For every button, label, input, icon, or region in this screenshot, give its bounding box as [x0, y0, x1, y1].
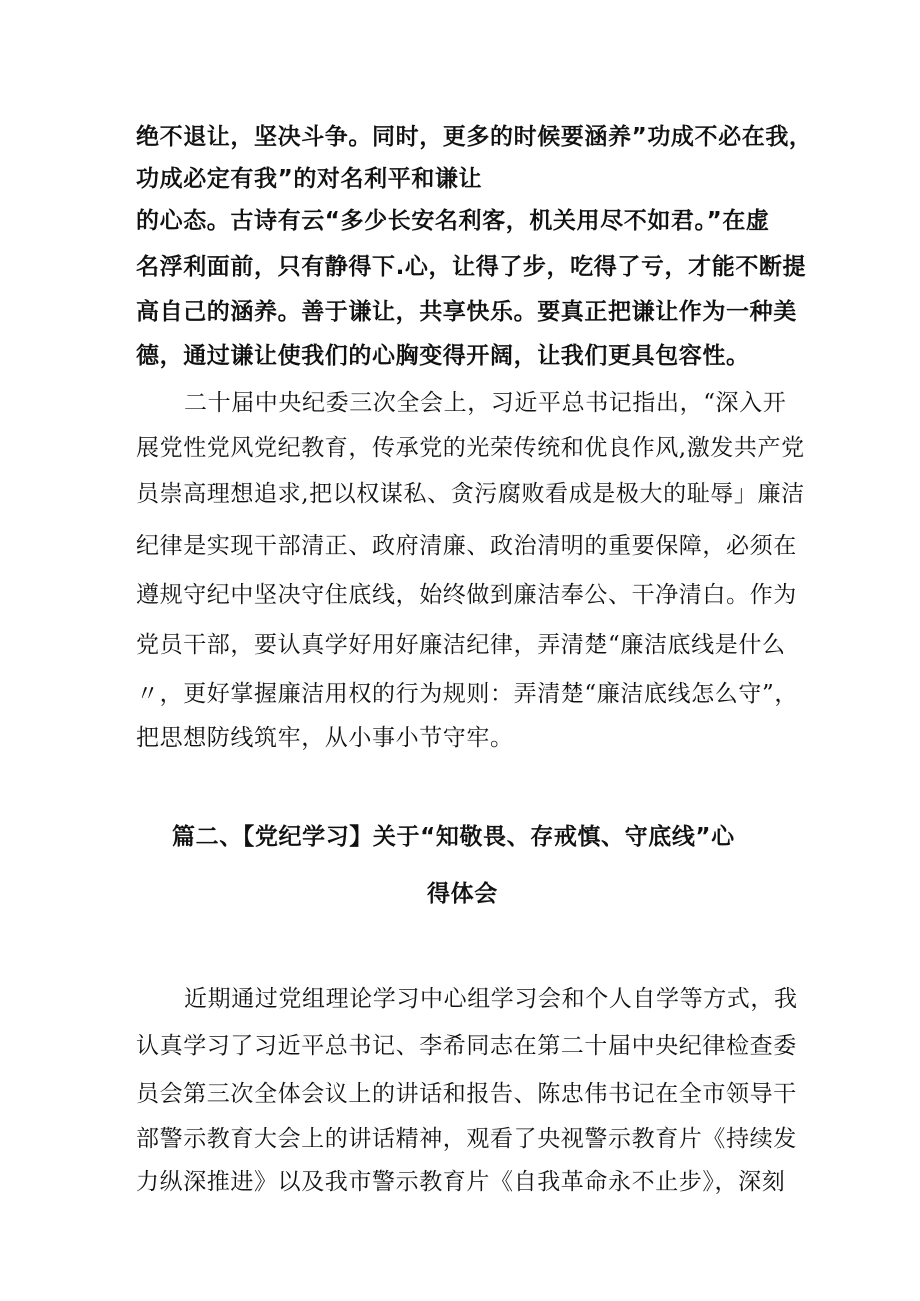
- paragraph-2-line: 展党性党风党纪教育，传承党的光荣传统和优良作风,激发共产党: [136, 435, 805, 461]
- paragraph-3-line: 认真学习了习近平总书记、李希同志在第二十届中央纪律检查委: [136, 1033, 797, 1059]
- section-heading-line: 篇二、【党纪学习】关于“知敬畏、存戒慎、守底线”心: [172, 824, 735, 850]
- paragraph-2-line: 二十届中央纪委三次全会上，习近平总书记指出，“深入开: [184, 390, 787, 416]
- paragraph-1-line: 高自己的涵养。善于谦让，共享快乐。要真正把谦让作为一种美: [136, 299, 797, 325]
- paragraph-1-line: 德，通过谦让使我们的心胸变得开阔，让我们更具包容性。: [136, 343, 750, 369]
- paragraph-2-line: 员崇高理想追求,把以权谋私、贪污腐败看成是极大的耻辱」廉洁: [136, 481, 805, 507]
- paragraph-2-line: 把思想防线筑牢，从小事小节守牢。: [136, 725, 514, 751]
- paragraph-2-line: 〃，更好掌握廉洁用权的行为规则：弄清楚“廉洁底线怎么守”，: [136, 681, 798, 707]
- paragraph-3-line: 部警示教育大会上的讲话精神，观看了央视警示教育片《持续发: [136, 1126, 797, 1152]
- paragraph-3-line: 力纵深推进》以及我市警示教育片《自我革命永不止步》，深刻: [136, 1169, 786, 1195]
- paragraph-2-line: 纪律是实现干部清正、政府清廉、政治清明的重要保障，必须在: [136, 533, 797, 559]
- paragraph-2-line: 遵规守纪中坚决守住底线，始终做到廉洁奉公、干净清白。作为: [136, 582, 797, 608]
- paragraph-2-line: 党员干部，要认真学好用好廉洁纪律，弄清楚“廉洁底线是什么: [136, 632, 786, 658]
- paragraph-1-line: 名浮利面前，只有静得下.心，让得了步，吃得了亏，才能不断提: [136, 254, 807, 280]
- paragraph-1-line: 功成必定有我”的对名利平和谦让: [136, 166, 483, 192]
- paragraph-1-line: 的心态。古诗有云“多少长安名利客，机关用尽不如君。”在虚: [136, 208, 770, 234]
- paragraph-3-line: 近期通过党组理论学习中心组学习会和个人自学等方式，我: [184, 986, 798, 1012]
- paragraph-3-line: 员会第三次全体会议上的讲话和报告、陈忠伟书记在全市领导干: [136, 1081, 797, 1107]
- section-heading-line: 得体会: [427, 881, 498, 907]
- paragraph-1-line: 绝不退让，坚决斗争。同时，更多的时候要涵养”功成不必在我，: [136, 124, 813, 150]
